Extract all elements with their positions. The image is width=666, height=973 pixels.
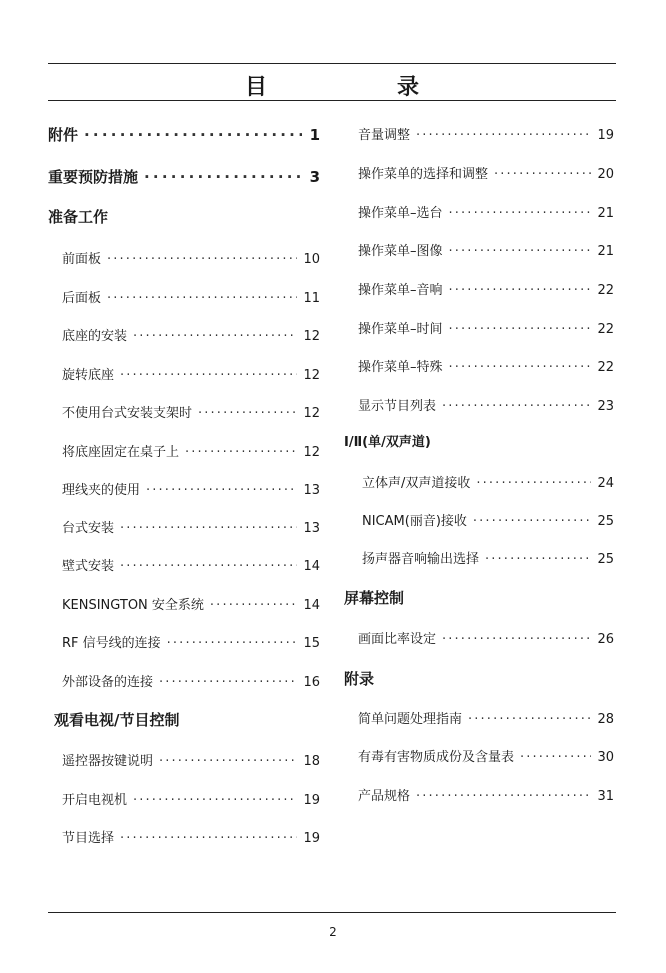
- leader-dots: [84, 126, 302, 144]
- toc-entry[interactable]: [358, 628, 614, 647]
- section-heading: Ⅰ/Ⅱ(单/双声道): [344, 435, 431, 450]
- toc-entry-page: 23: [597, 399, 614, 414]
- leader-dots: [468, 712, 591, 727]
- leader-dots: [133, 329, 297, 344]
- toc-entry[interactable]: [362, 510, 614, 529]
- toc-entry[interactable]: [62, 287, 320, 306]
- leader-dots: [185, 445, 297, 460]
- toc-entry-title: 重要预防措施: [48, 168, 139, 186]
- toc-entry-page: 28: [597, 712, 614, 727]
- toc-entry-title: 操作菜单的选择和调整: [358, 167, 489, 182]
- leader-dots: [416, 789, 591, 804]
- title-underline: [48, 100, 616, 101]
- toc-entry-title: NICAM(丽音)接收: [362, 514, 467, 529]
- leader-dots: [198, 406, 297, 421]
- leader-dots: [159, 675, 297, 690]
- toc-entry-title: 简单问题处理指南: [358, 712, 463, 727]
- toc-entry-title: 操作菜单–特殊: [358, 360, 443, 375]
- toc-entry-page: 12: [303, 406, 320, 421]
- toc-entry-title: 音量调整: [358, 128, 411, 143]
- leader-dots: [442, 399, 591, 414]
- toc-entry-page: 21: [597, 244, 614, 259]
- toc-entry-title: 操作菜单–图像: [358, 244, 443, 259]
- toc-entry-page: 12: [303, 329, 320, 344]
- leader-dots: [476, 476, 591, 491]
- page-title: 目 录: [244, 75, 473, 100]
- leader-dots: [449, 206, 592, 221]
- toc-entry-title: 外部设备的连接: [62, 675, 154, 690]
- toc-entry-page: 24: [597, 476, 614, 491]
- leader-dots: [146, 483, 297, 498]
- toc-entry[interactable]: [358, 240, 614, 259]
- toc-entry-page: 22: [597, 360, 614, 375]
- toc-entry[interactable]: [358, 785, 614, 804]
- toc-entry-page: 30: [597, 750, 614, 765]
- leader-dots: [416, 128, 591, 143]
- toc-entry[interactable]: [62, 827, 320, 846]
- toc-entry-page: 20: [597, 167, 614, 182]
- toc-entry-page: 10: [303, 252, 320, 267]
- toc-entry[interactable]: [62, 750, 320, 769]
- leader-dots: [167, 636, 298, 651]
- toc-entry[interactable]: [62, 364, 320, 383]
- toc-entry-title: 理线夹的使用: [62, 483, 141, 498]
- toc-entry[interactable]: [62, 402, 320, 421]
- toc-entry-page: 3: [309, 168, 320, 186]
- toc-entry-page: 21: [597, 206, 614, 221]
- toc-entry[interactable]: [62, 671, 320, 690]
- leader-dots: [485, 552, 591, 567]
- toc-entry-page: 15: [303, 636, 320, 651]
- page-number: 2: [329, 925, 337, 939]
- leader-dots: [210, 598, 298, 613]
- toc-entry[interactable]: [62, 517, 320, 536]
- section-heading: 观看电视/节目控制: [54, 711, 180, 729]
- toc-entry[interactable]: [358, 395, 614, 414]
- section-heading: 附录: [344, 670, 375, 688]
- toc-entry-title: 产品规格: [358, 789, 411, 804]
- toc-entry-title: 壁式安装: [62, 559, 115, 574]
- toc-entry-title: RF 信号线的连接: [62, 636, 161, 651]
- toc-entry[interactable]: [62, 789, 320, 808]
- toc-entry-page: 31: [597, 789, 614, 804]
- toc-entry[interactable]: [48, 166, 320, 187]
- leader-dots: [494, 167, 591, 182]
- leader-dots: [133, 793, 297, 808]
- toc-entry-title: 操作菜单–选台: [358, 206, 443, 221]
- toc-entry-page: 19: [303, 793, 320, 808]
- toc-entry-title: 操作菜单–时间: [358, 322, 443, 337]
- toc-entry-title: 底座的安装: [62, 329, 128, 344]
- toc-entry-page: 14: [303, 598, 320, 613]
- toc-entry-title: 遥控器按键说明: [62, 754, 154, 769]
- toc-entry-page: 22: [597, 322, 614, 337]
- toc-entry-title: 显示节目列表: [358, 399, 437, 414]
- toc-entry-page: 19: [597, 128, 614, 143]
- toc-entry-page: 12: [303, 368, 320, 383]
- toc-entry-title: 操作菜单–音响: [358, 283, 443, 298]
- toc-entry-page: 25: [597, 514, 614, 529]
- toc-entry-title: 画面比率设定: [358, 632, 437, 647]
- bottom-rule: [48, 912, 616, 913]
- toc-entry[interactable]: [62, 479, 320, 498]
- section-heading: 准备工作: [48, 208, 109, 226]
- toc-entry-title: 附件: [48, 126, 79, 144]
- toc-entry-page: 25: [597, 552, 614, 567]
- leader-dots: [120, 368, 297, 383]
- toc-entry-title: 前面板: [62, 252, 102, 267]
- toc-entry-title: 将底座固定在桌子上: [62, 445, 180, 460]
- toc-entry-title: KENSINGTON 安全系统: [62, 598, 204, 613]
- toc-entry[interactable]: [358, 279, 614, 298]
- section-heading: 屏幕控制: [344, 589, 405, 607]
- toc-entry[interactable]: [358, 746, 614, 765]
- toc-entry-page: 19: [303, 831, 320, 846]
- toc-entry-page: 13: [303, 483, 320, 498]
- toc-entry[interactable]: [62, 441, 320, 460]
- toc-entry[interactable]: [62, 248, 320, 267]
- leader-dots: [442, 632, 591, 647]
- leader-dots: [473, 514, 592, 529]
- leader-dots: [449, 244, 592, 259]
- toc-entry-page: 12: [303, 445, 320, 460]
- leader-dots: [120, 559, 297, 574]
- toc-entry-title: 有毒有害物质成份及含量表: [358, 750, 515, 765]
- toc-entry[interactable]: [362, 548, 614, 567]
- leader-dots: [120, 831, 297, 846]
- toc-entry[interactable]: [358, 124, 614, 143]
- toc-entry-page: 22: [597, 283, 614, 298]
- toc-entry-page: 18: [303, 754, 320, 769]
- leader-dots: [449, 283, 592, 298]
- leader-dots: [520, 750, 591, 765]
- toc-entry-page: 1: [309, 126, 320, 144]
- toc-entry[interactable]: [358, 356, 614, 375]
- toc-entry[interactable]: [362, 472, 614, 491]
- top-rule: [48, 63, 616, 64]
- leader-dots: [107, 252, 297, 267]
- toc-entry-page: 13: [303, 521, 320, 536]
- leader-dots: [144, 168, 302, 186]
- toc-entry-title: 不使用台式安装支架时: [62, 406, 193, 421]
- toc-entry[interactable]: [358, 163, 614, 182]
- toc-entry[interactable]: [358, 318, 614, 337]
- toc-entry[interactable]: [62, 555, 320, 574]
- toc-entry[interactable]: [358, 708, 614, 727]
- toc-entry-title: 立体声/双声道接收: [362, 476, 471, 491]
- leader-dots: [449, 360, 592, 375]
- toc-entry-title: 旋转底座: [62, 368, 115, 383]
- toc-entry-page: 11: [303, 291, 320, 306]
- toc-entry-title: 台式安装: [62, 521, 115, 536]
- leader-dots: [120, 521, 297, 536]
- toc-entry[interactable]: [358, 202, 614, 221]
- toc-entry-title: 扬声器音响输出选择: [362, 552, 480, 567]
- toc-entry-page: 16: [303, 675, 320, 690]
- toc-entry-page: 14: [303, 559, 320, 574]
- toc-entry[interactable]: [48, 124, 320, 145]
- toc-entry[interactable]: [62, 632, 320, 651]
- toc-entry-title: 后面板: [62, 291, 102, 306]
- toc-entry[interactable]: [62, 594, 320, 613]
- toc-entry-title: 开启电视机: [62, 793, 128, 808]
- leader-dots: [159, 754, 297, 769]
- toc-entry-page: 26: [597, 632, 614, 647]
- leader-dots: [449, 322, 592, 337]
- toc-entry[interactable]: [62, 325, 320, 344]
- leader-dots: [107, 291, 297, 306]
- toc-entry-title: 节目选择: [62, 831, 115, 846]
